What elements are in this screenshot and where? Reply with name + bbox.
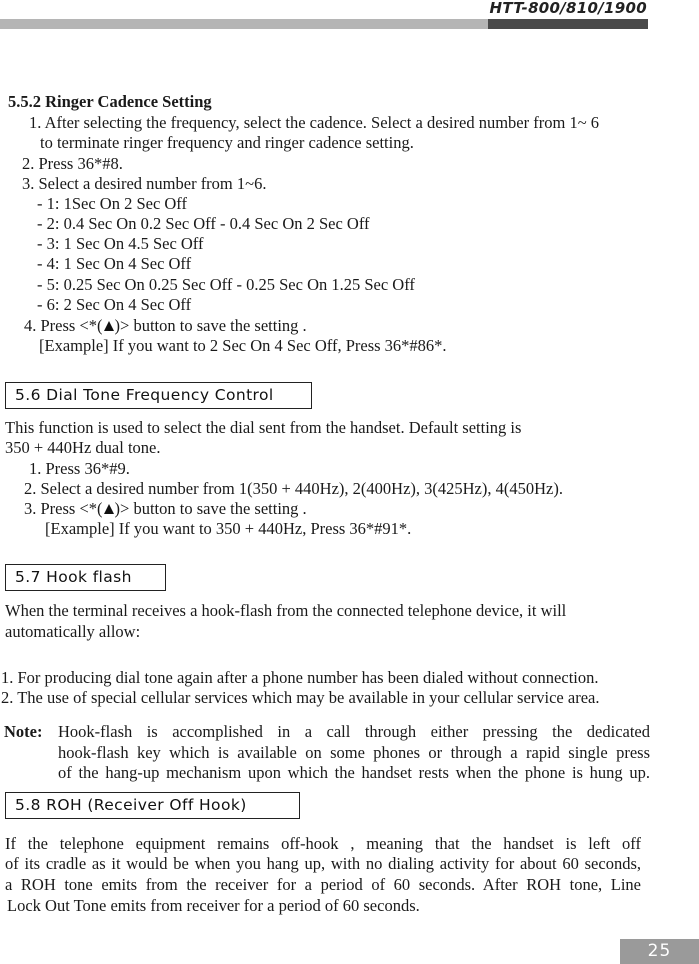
header-bar bbox=[0, 19, 648, 29]
cadence-step-1-cont: to terminate ringer frequency and ringer cadence setting. bbox=[40, 133, 414, 152]
dial-tone-intro-1: This function is used to select the dial sent from the handset. Default setting is bbox=[5, 418, 522, 437]
header-bar-accent bbox=[488, 19, 648, 29]
cadence-example: [Example] If you want to 2 Sec On 4 Sec Off, Press 36*#86*. bbox=[39, 336, 447, 355]
section-5-5-2-heading: 5.5.2 Ringer Cadence Setting bbox=[8, 92, 212, 111]
cadence-option-5: - 5: 0.25 Sec On 0.25 Sec Off - 0.25 Sec On 1.25 Sec Off bbox=[37, 275, 415, 294]
up-arrow-icon bbox=[104, 321, 114, 331]
dial-tone-example: [Example] If you want to 350 + 440Hz, Press 36*#91*. bbox=[45, 519, 412, 538]
roh-line-3: a ROH tone emits from the receiver for a period of 60 seconds. After ROH tone, Line bbox=[5, 875, 641, 894]
dial-tone-step-3-text: 3. Press <*( bbox=[24, 499, 103, 518]
cadence-step-4-text: 4. Press <*( bbox=[24, 316, 103, 335]
cadence-option-2: - 2: 0.4 Sec On 0.2 Sec Off - 0.4 Sec On 2 Sec Off bbox=[37, 214, 370, 233]
note-line-3: of the hang-up mechanism upon which the handset rests when the phone is hung up. bbox=[58, 763, 650, 782]
roh-line-1: If the telephone equipment remains off-hook , meaning that the handset is left off bbox=[5, 834, 641, 853]
roh-line-4: Lock Out Tone emits from receiver for a period of 60 seconds. bbox=[7, 896, 420, 915]
note-line-1: Hook-flash is accomplished in a call through either pressing the dedicated bbox=[58, 722, 650, 741]
dial-tone-step-1: 1. Press 36*#9. bbox=[29, 459, 130, 478]
cadence-option-4: - 4: 1 Sec On 4 Sec Off bbox=[37, 254, 192, 273]
cadence-step-1: 1. After selecting the frequency, select the cadence. Select a desired number from 1~ 6 bbox=[29, 113, 599, 132]
dial-tone-step-2: 2. Select a desired number from 1(350 + 440Hz), 2(400Hz), 3(425Hz), 4(450Hz). bbox=[24, 479, 563, 498]
cadence-step-4 bbox=[24, 316, 307, 336]
section-5-6-heading: 5.6 Dial Tone Frequency Control bbox=[5, 382, 312, 409]
cadence-step-4-text-end: )> button to save the setting . bbox=[114, 316, 307, 335]
document-model-title: HTT-800/810/1900 bbox=[489, 0, 647, 17]
hook-flash-item-1: 1. For producing dial tone again after a phone number has been dialed without connection. bbox=[1, 668, 599, 687]
hook-flash-item-2: 2. The use of special cellular services which may be available in your cellular service area. bbox=[1, 688, 600, 707]
up-arrow-icon bbox=[104, 504, 114, 514]
hook-flash-intro-1: When the terminal receives a hook-flash from the connected telephone device, it will bbox=[5, 601, 567, 620]
cadence-step-3: 3. Select a desired number from 1~6. bbox=[22, 174, 267, 193]
section-5-8-heading: 5.8 ROH (Receiver Off Hook) bbox=[5, 792, 300, 819]
note-label: Note: bbox=[4, 722, 43, 741]
page-number: 25 bbox=[620, 939, 699, 964]
dial-tone-step-3-text-end: )> button to save the setting . bbox=[114, 499, 307, 518]
dial-tone-step-3 bbox=[24, 499, 307, 519]
cadence-option-1: - 1: 1Sec On 2 Sec Off bbox=[37, 194, 187, 213]
cadence-step-2: 2. Press 36*#8. bbox=[22, 154, 123, 173]
cadence-option-6: - 6: 2 Sec On 4 Sec Off bbox=[37, 295, 192, 314]
note-line-2: hook-flash key which is available on some phones or through a rapid single press bbox=[58, 743, 650, 762]
hook-flash-intro-2: automatically allow: bbox=[5, 622, 141, 641]
cadence-option-3: - 3: 1 Sec On 4.5 Sec Off bbox=[37, 234, 204, 253]
section-5-7-heading: 5.7 Hook flash bbox=[5, 564, 166, 591]
dial-tone-intro-2: 350 + 440Hz dual tone. bbox=[5, 438, 161, 457]
roh-line-2: of its cradle as it would be when you hang up, with no dialing activity for about 60 seconds, bbox=[5, 854, 641, 873]
